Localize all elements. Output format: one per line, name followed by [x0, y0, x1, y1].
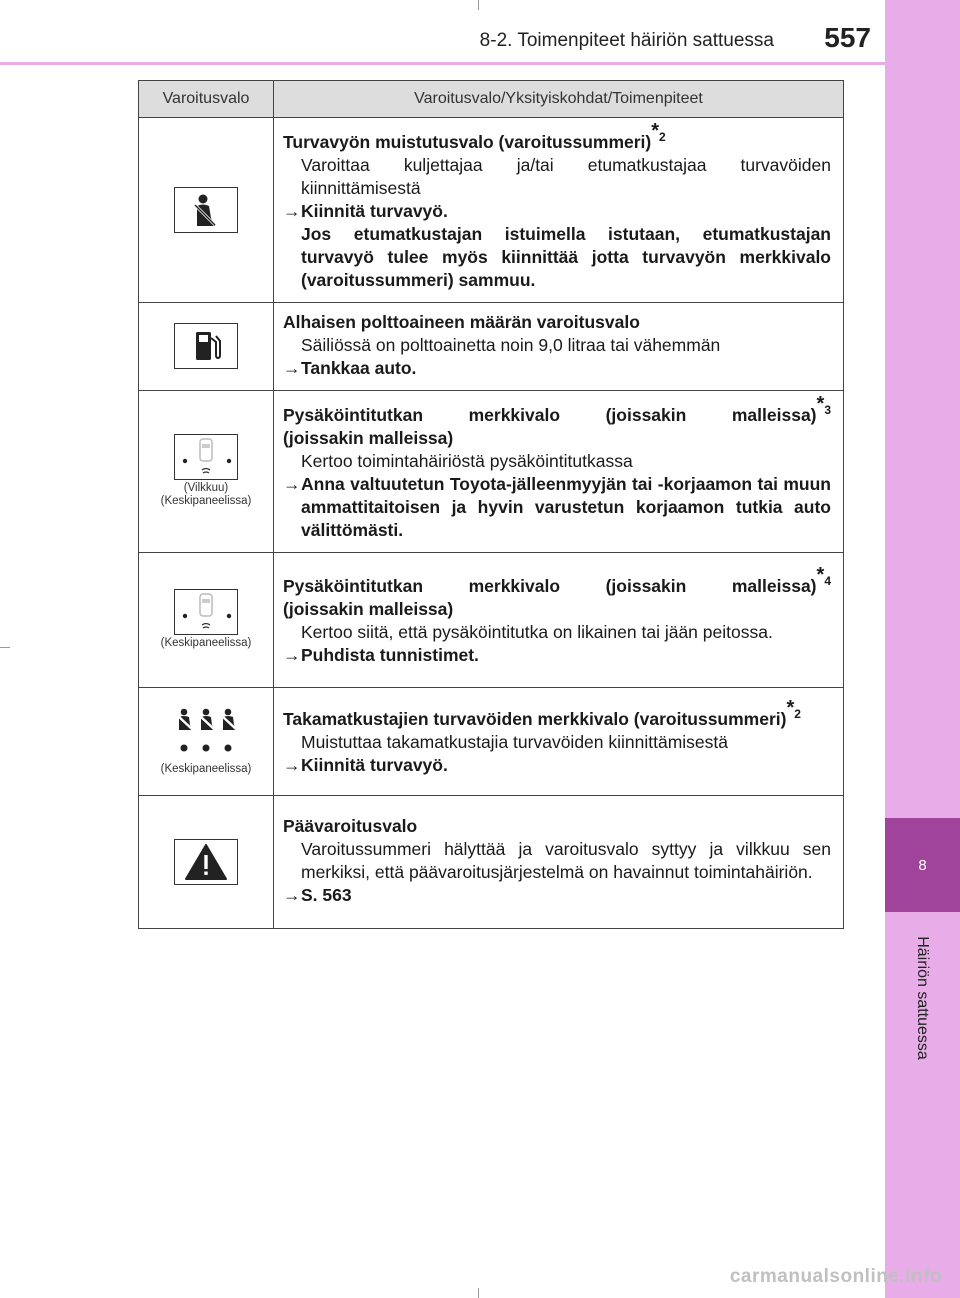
entry-title-note: (joissakin malleissa) [283, 427, 454, 448]
entry-description: Muistuttaa takamatkustajia turvavöiden kiinnittämisestä [301, 732, 729, 753]
footnote-number: 2 [794, 707, 801, 722]
arrow-icon: → [283, 357, 301, 378]
entry-action: S. 563 [301, 884, 352, 905]
entry-action: Tankkaa auto. [301, 357, 417, 378]
footnote-star: * [786, 697, 795, 720]
footnote-number: 3 [824, 402, 831, 417]
icon-caption: (Vilkkuu) [183, 482, 229, 495]
icon-caption: (Keskipaneelissa) [160, 763, 252, 776]
table-row [139, 795, 844, 928]
footnote-star: * [651, 120, 660, 142]
entry-title: Takamatkustajien turvavöiden merkkivalo (varoitussummeri) [283, 709, 787, 730]
entry-description: Säiliössä on polttoainetta noin 9,0 litraa tai vähemmän [301, 334, 721, 355]
chapter-number: 8 [918, 856, 927, 874]
arrow-icon: → [283, 473, 301, 494]
entry-subaction: Jos etumatkustajan istuimella istutaan, etumatkustajan turvavyö tulee myös kiinnittää jotta turvavyön merkkivalo (varoitussummeri) sammuu. [301, 223, 831, 290]
entry-description: Kertoo siitä, että pysäköintitutka on likainen tai jään peitossa. [301, 622, 773, 643]
details-cell [274, 687, 844, 795]
footnote-star: * [816, 564, 825, 587]
arrow-icon: → [283, 200, 301, 221]
arrow-icon: → [283, 755, 301, 776]
crop-mark [0, 647, 10, 648]
details-cell [274, 302, 844, 390]
entry-title-note: (joissakin malleissa) [283, 599, 454, 620]
entry-title: Alhaisen polttoaineen määrän varoitusvalo [283, 311, 640, 332]
arrow-icon: → [283, 645, 301, 666]
entry-title: Päävaroitusvalo [283, 815, 418, 836]
entry-description: Varoitussummeri hälyttää ja varoitusvalo syttyy ja vilkkuu sen merkiksi, että päävaroitusjärjestelmä on havainnut toimintahäiriön. [301, 838, 831, 882]
chapter-title: Häiriön sattuessa [914, 936, 931, 1060]
entry-description: Kertoo toimintahäiriöstä pysäköintitutkassa [301, 450, 633, 471]
icon-caption: (Keskipaneelissa) [160, 637, 252, 650]
entry-description: Varoittaa kuljettajaa ja/tai etumatkustajaa turvavöiden kiinnittämisestä [301, 154, 831, 198]
section-title: 8-2. Toimenpiteet häiriön sattuessa [479, 30, 774, 51]
table-row [139, 302, 844, 390]
details-cell [274, 552, 844, 687]
entry-title: Pysäköintitutkan merkkivalo (joissakin malleissa) [283, 404, 817, 425]
column-header-details: Varoitusvalo/Yksityiskohdat/Toimenpiteet [274, 81, 844, 118]
column-header-light: Varoitusvalo [139, 81, 274, 118]
table-row [139, 118, 844, 303]
details-cell [274, 795, 844, 928]
entry-action: Kiinnitä turvavyö. [301, 200, 448, 221]
icon-cell [139, 552, 274, 687]
rear-seatbelt-icon [173, 706, 239, 761]
chapter-side-tab [885, 0, 960, 1298]
chapter-number-box [885, 818, 960, 912]
table-header-row [139, 81, 844, 118]
warning-light-table [138, 80, 844, 929]
entry-action: Anna valtuutetun Toyota-jälleenmyyjän tai -korjaamon tai muun ammattitaitoisen ja hyvin varustetun korjaamon tutkia auto välittömästi. [301, 473, 831, 540]
icon-caption: (Keskipaneelissa) [160, 495, 252, 508]
details-cell [274, 118, 844, 303]
icon-cell [139, 687, 274, 795]
page-number: 557 [824, 22, 871, 53]
crop-mark [478, 1288, 479, 1298]
entry-title: Pysäköintitutkan merkkivalo (joissakin malleissa) [283, 576, 817, 597]
entry-action: Puhdista tunnistimet. [301, 645, 479, 666]
entry-title: Turvavyön muistutusvalo (varoitussummeri) [283, 131, 652, 152]
icon-cell [139, 795, 274, 928]
table-row [139, 552, 844, 687]
parking-sensor-icon [174, 434, 238, 480]
footnote-number: 2 [659, 130, 666, 144]
page-header [0, 0, 885, 64]
icon-cell [139, 302, 274, 390]
master-warning-icon [174, 839, 238, 885]
details-cell [274, 390, 844, 552]
parking-sensor-icon [174, 589, 238, 635]
table-row [139, 390, 844, 552]
table-row [139, 687, 844, 795]
watermark: carmanualsonline.info [729, 1266, 942, 1287]
footnote-star: * [816, 392, 825, 415]
header-divider [0, 62, 885, 65]
crop-mark [478, 0, 479, 10]
footnote-number: 4 [824, 574, 831, 589]
icon-cell [139, 118, 274, 303]
fuel-pump-icon [174, 323, 238, 369]
seatbelt-icon [174, 187, 238, 233]
entry-action: Kiinnitä turvavyö. [301, 755, 448, 776]
icon-cell [139, 390, 274, 552]
arrow-icon: → [283, 884, 301, 905]
